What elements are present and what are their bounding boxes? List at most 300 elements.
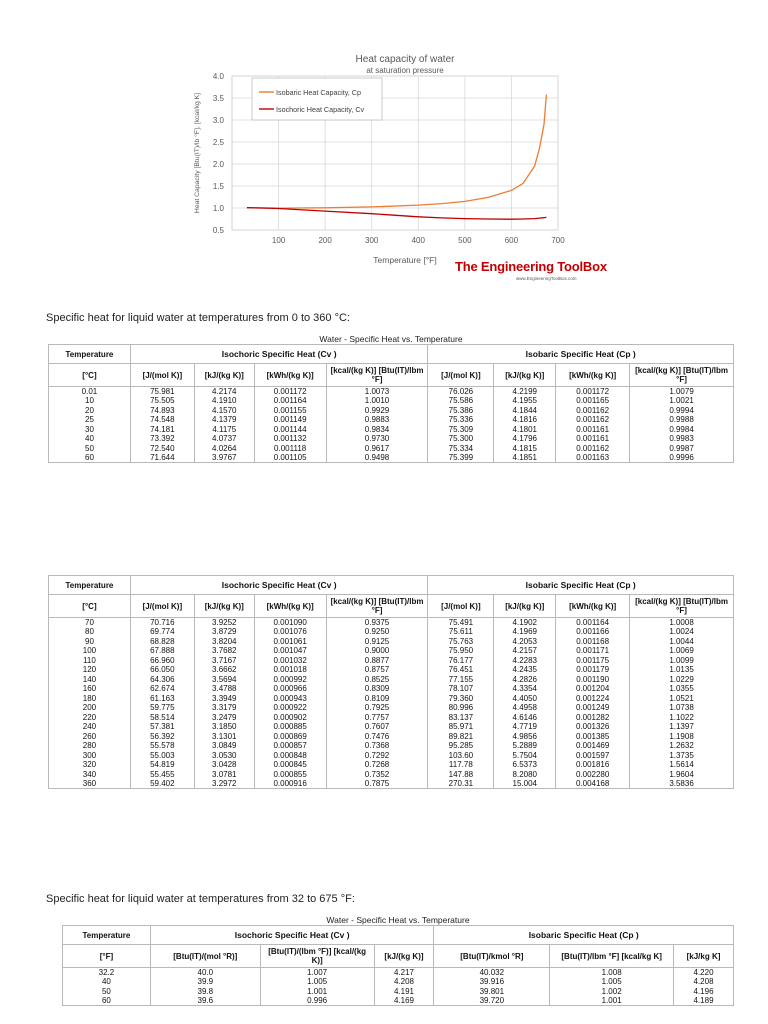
value-cell: 1.0024	[630, 627, 734, 637]
value-cell: 55.578	[130, 741, 194, 751]
value-cell: 0.001047	[254, 646, 326, 656]
value-cell: 3.5694	[194, 675, 254, 685]
temperature-cell: 360	[49, 779, 131, 789]
value-cell: 83.137	[428, 713, 494, 723]
value-cell: 54.819	[130, 760, 194, 770]
value-cell: 0.9125	[326, 637, 428, 647]
table1-specific-heat-celsius	[48, 344, 734, 463]
value-cell: 4.1175	[194, 425, 254, 435]
value-cell: 75.586	[428, 396, 494, 406]
value-cell: 0.001172	[254, 387, 326, 397]
value-cell: 1.0355	[630, 684, 734, 694]
x-tick-label: 400	[411, 236, 425, 245]
value-cell: 59.402	[130, 779, 194, 789]
x-tick-label: 500	[458, 236, 472, 245]
table-row	[49, 713, 734, 723]
table-row	[63, 977, 734, 987]
value-cell: 0.8109	[326, 694, 428, 704]
value-cell: 117.78	[428, 760, 494, 770]
value-cell: 0.9994	[630, 406, 734, 416]
value-cell: 85.971	[428, 722, 494, 732]
y-tick-label: 0.5	[212, 226, 224, 235]
table-row	[49, 627, 734, 637]
value-cell: 0.001163	[556, 453, 630, 463]
value-cell: 1.007	[260, 968, 374, 978]
value-cell: 4.0737	[194, 434, 254, 444]
y-tick-label: 2.5	[212, 138, 224, 147]
table1-header-isobaric-text: Isobaric Specific Heat (Cp )	[525, 349, 636, 359]
table-row	[49, 760, 734, 770]
x-tick-label: 600	[504, 236, 519, 245]
temperature-cell: 340	[49, 770, 131, 780]
value-cell: 4.1969	[494, 627, 556, 637]
unit-cell: [°C]	[49, 364, 131, 387]
value-cell: 0.9617	[326, 444, 428, 454]
value-cell: 75.611	[428, 627, 494, 637]
value-cell: 75.334	[428, 444, 494, 454]
value-cell: 95.285	[428, 741, 494, 751]
value-cell: 0.7476	[326, 732, 428, 742]
table-row	[49, 646, 734, 656]
value-cell: 0.001175	[556, 656, 630, 666]
brand-logo: The Engineering ToolBox	[455, 259, 607, 274]
value-cell: 62.674	[130, 684, 194, 694]
value-cell: 1.0010	[326, 396, 428, 406]
temperature-cell: 300	[49, 751, 131, 761]
temperature-cell: 10	[49, 396, 131, 406]
unit-cell: [J/(mol K)]	[130, 595, 194, 618]
value-cell: 0.8525	[326, 675, 428, 685]
value-cell: 4.1902	[494, 618, 556, 628]
value-cell: 4.0264	[194, 444, 254, 454]
table-row	[49, 415, 734, 425]
value-cell: 0.9984	[630, 425, 734, 435]
value-cell: 1.002	[550, 987, 674, 997]
chart-svg	[190, 44, 600, 284]
value-cell: 0.9988	[630, 415, 734, 425]
value-cell: 78.107	[428, 684, 494, 694]
value-cell: 0.7607	[326, 722, 428, 732]
value-cell: 3.4788	[194, 684, 254, 694]
value-cell: 0.001172	[556, 387, 630, 397]
value-cell: 74.548	[130, 415, 194, 425]
value-cell: 4.1815	[494, 444, 556, 454]
value-cell: 77.155	[428, 675, 494, 685]
value-cell: 0.7268	[326, 760, 428, 770]
value-cell: 3.9252	[194, 618, 254, 628]
value-cell: 4.1816	[494, 415, 556, 425]
value-cell: 103.60	[428, 751, 494, 761]
value-cell: 0.000885	[254, 722, 326, 732]
value-cell: 58.514	[130, 713, 194, 723]
value-cell: 1.9604	[630, 770, 734, 780]
value-cell: 4.1844	[494, 406, 556, 416]
value-cell: 8.2080	[494, 770, 556, 780]
value-cell: 3.9767	[194, 453, 254, 463]
value-cell: 5.7504	[494, 751, 556, 761]
value-cell: 0.001105	[254, 453, 326, 463]
value-cell: 75.491	[428, 618, 494, 628]
value-cell: 89.821	[428, 732, 494, 742]
value-cell: 0.004168	[556, 779, 630, 789]
unit-cell: [°F]	[63, 945, 151, 968]
value-cell: 0.000992	[254, 675, 326, 685]
table-row	[49, 396, 734, 406]
value-cell: 1.0069	[630, 646, 734, 656]
value-cell: 0.001161	[556, 434, 630, 444]
unit-cell: [kJ/(kg K)]	[494, 364, 556, 387]
temperature-cell: 220	[49, 713, 131, 723]
value-cell: 61.163	[130, 694, 194, 704]
value-cell: 69.774	[130, 627, 194, 637]
value-cell: 0.001155	[254, 406, 326, 416]
value-cell: 0.9375	[326, 618, 428, 628]
value-cell: 3.7167	[194, 656, 254, 666]
table2-specific-heat-celsius	[48, 575, 734, 789]
table-row	[49, 637, 734, 647]
value-cell: 4.2199	[494, 387, 556, 397]
temperature-cell: 90	[49, 637, 131, 647]
table3-caption: Water - Specific Heat vs. Temperature	[326, 915, 470, 925]
value-cell: 75.505	[130, 396, 194, 406]
value-cell: 3.6662	[194, 665, 254, 675]
unit-cell: [kcal/(kg K)] [Btu(IT)/lbm °F]	[326, 595, 428, 618]
value-cell: 0.9000	[326, 646, 428, 656]
value-cell: 0.000855	[254, 770, 326, 780]
table3-header-isobaric-text: Isobaric Specific Heat (Cp )	[528, 930, 639, 940]
value-cell: 75.950	[428, 646, 494, 656]
value-cell: 75.763	[428, 637, 494, 647]
value-cell: 1.001	[550, 996, 674, 1006]
value-cell: 75.981	[130, 387, 194, 397]
value-cell: 147.88	[428, 770, 494, 780]
value-cell: 4.1570	[194, 406, 254, 416]
value-cell: 0.001816	[556, 760, 630, 770]
value-cell: 0.9834	[326, 425, 428, 435]
table1-caption: Water - Specific Heat vs. Temperature	[319, 334, 463, 344]
unit-cell: [J/(mol K)]	[428, 364, 494, 387]
value-cell: 0.001597	[556, 751, 630, 761]
value-cell: 4.1796	[494, 434, 556, 444]
value-cell: 0.9730	[326, 434, 428, 444]
value-cell: 73.392	[130, 434, 194, 444]
value-cell: 70.716	[130, 618, 194, 628]
temperature-cell: 320	[49, 760, 131, 770]
value-cell: 0.9498	[326, 453, 428, 463]
value-cell: 0.9987	[630, 444, 734, 454]
value-cell: 4.2283	[494, 656, 556, 666]
value-cell: 0.001165	[556, 396, 630, 406]
value-cell: 4.189	[674, 996, 734, 1006]
value-cell: 0.001282	[556, 713, 630, 723]
table-row	[49, 741, 734, 751]
table3-header-isochoric	[150, 926, 434, 945]
value-cell: 15.004	[494, 779, 556, 789]
value-cell: 4.1910	[194, 396, 254, 406]
unit-cell: [J/(mol K)]	[130, 364, 194, 387]
value-cell: 6.5373	[494, 760, 556, 770]
value-cell: 0.7368	[326, 741, 428, 751]
value-cell: 0.001166	[556, 627, 630, 637]
value-cell: 1.5614	[630, 760, 734, 770]
value-cell: 1.1397	[630, 722, 734, 732]
value-cell: 4.217	[374, 968, 434, 978]
y-tick-label: 4.0	[212, 72, 224, 81]
value-cell: 1.0044	[630, 637, 734, 647]
x-axis-label: Temperature [°F]	[373, 255, 437, 265]
table-row	[49, 434, 734, 444]
value-cell: 39.916	[434, 977, 550, 987]
value-cell: 57.381	[130, 722, 194, 732]
temperature-cell: 40	[49, 434, 131, 444]
table-row	[49, 684, 734, 694]
value-cell: 3.1301	[194, 732, 254, 742]
unit-cell: [kcal/(kg K)] [Btu(IT)/lbm °F]	[630, 595, 734, 618]
value-cell: 0.000902	[254, 713, 326, 723]
value-cell: 1.0738	[630, 703, 734, 713]
value-cell: 3.7682	[194, 646, 254, 656]
value-cell: 0.8877	[326, 656, 428, 666]
value-cell: 74.893	[130, 406, 194, 416]
table2-units-row	[49, 595, 734, 618]
value-cell: 4.7719	[494, 722, 556, 732]
chart-title: Heat capacity of water	[355, 54, 455, 65]
value-cell: 4.1379	[194, 415, 254, 425]
value-cell: 0.7292	[326, 751, 428, 761]
value-cell: 4.2826	[494, 675, 556, 685]
value-cell: 4.1851	[494, 453, 556, 463]
value-cell: 0.001018	[254, 665, 326, 675]
temperature-cell: 32.2	[63, 968, 151, 978]
value-cell: 0.000845	[254, 760, 326, 770]
unit-cell: [°C]	[49, 595, 131, 618]
value-cell: 0.000922	[254, 703, 326, 713]
chart-subtitle: at saturation pressure	[366, 66, 444, 75]
value-cell: 1.0079	[630, 387, 734, 397]
value-cell: 0.001164	[254, 396, 326, 406]
table-row	[49, 618, 734, 628]
value-cell: 4.208	[674, 977, 734, 987]
table-row	[63, 987, 734, 997]
value-cell: 1.1022	[630, 713, 734, 723]
value-cell: 0.001162	[556, 415, 630, 425]
value-cell: 4.4050	[494, 694, 556, 704]
unit-cell: [kJ/(kg K)]	[194, 364, 254, 387]
temperature-cell: 240	[49, 722, 131, 732]
value-cell: 1.005	[260, 977, 374, 987]
temperature-cell: 60	[63, 996, 151, 1006]
temperature-cell: 60	[49, 453, 131, 463]
value-cell: 4.9856	[494, 732, 556, 742]
value-cell: 0.000943	[254, 694, 326, 704]
value-cell: 75.399	[428, 453, 494, 463]
value-cell: 67.888	[130, 646, 194, 656]
table-row	[49, 453, 734, 463]
unit-cell: [kcal/(kg K)] [Btu(IT)/lbm °F]	[630, 364, 734, 387]
value-cell: 0.001132	[254, 434, 326, 444]
value-cell: 76.177	[428, 656, 494, 666]
value-cell: 1.0229	[630, 675, 734, 685]
value-cell: 1.0021	[630, 396, 734, 406]
value-cell: 39.720	[434, 996, 550, 1006]
value-cell: 0.7875	[326, 779, 428, 789]
table3-specific-heat-fahrenheit	[62, 925, 734, 1006]
table-row	[49, 732, 734, 742]
unit-cell: [Btu(IT)/lbm °F] [kcal/kg K]	[550, 945, 674, 968]
value-cell: 3.0781	[194, 770, 254, 780]
table1-units-row	[49, 364, 734, 387]
value-cell: 3.1850	[194, 722, 254, 732]
value-cell: 0.001032	[254, 656, 326, 666]
table-row	[49, 406, 734, 416]
value-cell: 3.2479	[194, 713, 254, 723]
temperature-cell: 25	[49, 415, 131, 425]
value-cell: 0.001326	[556, 722, 630, 732]
table-row	[49, 444, 734, 454]
value-cell: 71.644	[130, 453, 194, 463]
table2-header-isobaric-text: Isobaric Specific Heat (Cp )	[525, 580, 636, 590]
x-tick-label: 100	[271, 236, 286, 245]
table-row	[49, 770, 734, 780]
value-cell: 75.336	[428, 415, 494, 425]
value-cell: 0.002280	[556, 770, 630, 780]
value-cell: 3.2972	[194, 779, 254, 789]
unit-cell: [kWh/(kg K)]	[254, 364, 326, 387]
value-cell: 3.3179	[194, 703, 254, 713]
value-cell: 3.8729	[194, 627, 254, 637]
value-cell: 1.0099	[630, 656, 734, 666]
value-cell: 0.001224	[556, 694, 630, 704]
value-cell: 39.6	[150, 996, 260, 1006]
table-row	[49, 751, 734, 761]
value-cell: 4.191	[374, 987, 434, 997]
value-cell: 0.9250	[326, 627, 428, 637]
value-cell: 0.9929	[326, 406, 428, 416]
value-cell: 59.775	[130, 703, 194, 713]
value-cell: 0.001061	[254, 637, 326, 647]
temperature-cell: 140	[49, 675, 131, 685]
unit-cell: [kWh/(kg K)]	[556, 595, 630, 618]
value-cell: 5.2889	[494, 741, 556, 751]
value-cell: 3.5836	[630, 779, 734, 789]
table1-header-isochoric-text: Isochoric Specific Heat (Cv )	[221, 349, 337, 359]
table-row	[49, 722, 734, 732]
value-cell: 68.828	[130, 637, 194, 647]
table3-header-isochoric-text: Isochoric Specific Heat (Cv )	[234, 930, 350, 940]
value-cell: 64.306	[130, 675, 194, 685]
value-cell: 3.3949	[194, 694, 254, 704]
value-cell: 0.001162	[556, 444, 630, 454]
table-row	[49, 425, 734, 435]
temperature-cell: 20	[49, 406, 131, 416]
value-cell: 0.001469	[556, 741, 630, 751]
value-cell: 0.001149	[254, 415, 326, 425]
value-cell: 0.001162	[556, 406, 630, 416]
temperature-cell: 100	[49, 646, 131, 656]
value-cell: 0.9996	[630, 453, 734, 463]
unit-cell: [Btu(IT)/(lbm °F)] [kcal/(kg K)]	[260, 945, 374, 968]
value-cell: 3.0849	[194, 741, 254, 751]
value-cell: 0.000857	[254, 741, 326, 751]
temperature-cell: 50	[63, 987, 151, 997]
value-cell: 4.1955	[494, 396, 556, 406]
value-cell: 4.2435	[494, 665, 556, 675]
value-cell: 1.001	[260, 987, 374, 997]
y-tick-label: 3.0	[212, 116, 224, 125]
value-cell: 55.003	[130, 751, 194, 761]
value-cell: 80.996	[428, 703, 494, 713]
value-cell: 1.008	[550, 968, 674, 978]
y-tick-label: 1.0	[212, 204, 224, 213]
value-cell: 39.8	[150, 987, 260, 997]
value-cell: 4.196	[674, 987, 734, 997]
value-cell: 0.9983	[630, 434, 734, 444]
value-cell: 0.996	[260, 996, 374, 1006]
temperature-cell: 280	[49, 741, 131, 751]
value-cell: 66.960	[130, 656, 194, 666]
temperature-cell: 70	[49, 618, 131, 628]
temperature-cell: 80	[49, 627, 131, 637]
value-cell: 1.0135	[630, 665, 734, 675]
unit-cell: [kJ/kg K]	[674, 945, 734, 968]
table2-header-isochoric	[130, 576, 428, 595]
value-cell: 72.540	[130, 444, 194, 454]
value-cell: 74.181	[130, 425, 194, 435]
value-cell: 1.2632	[630, 741, 734, 751]
table1-header-isobaric	[428, 345, 734, 364]
value-cell: 1.0008	[630, 618, 734, 628]
value-cell: 0.000848	[254, 751, 326, 761]
value-cell: 0.7925	[326, 703, 428, 713]
table-row	[49, 675, 734, 685]
value-cell: 0.001161	[556, 425, 630, 435]
value-cell: 0.000966	[254, 684, 326, 694]
value-cell: 40.0	[150, 968, 260, 978]
temperature-cell: 180	[49, 694, 131, 704]
table2-header-isochoric-text: Isochoric Specific Heat (Cv )	[221, 580, 337, 590]
value-cell: 1.3735	[630, 751, 734, 761]
unit-cell: [kWh/(kg K)]	[556, 364, 630, 387]
temperature-cell: 110	[49, 656, 131, 666]
heat-capacity-chart	[190, 44, 600, 284]
value-cell: 39.801	[434, 987, 550, 997]
x-tick-label: 300	[365, 236, 379, 245]
legend-label: Isobaric Heat Capacity, Cp	[276, 88, 361, 97]
value-cell: 0.000916	[254, 779, 326, 789]
value-cell: 0.7352	[326, 770, 428, 780]
unit-cell: [Btu(IT)/(mol °R)]	[150, 945, 260, 968]
temperature-cell: 30	[49, 425, 131, 435]
value-cell: 0.001144	[254, 425, 326, 435]
value-cell: 4.4958	[494, 703, 556, 713]
table-row	[63, 996, 734, 1006]
value-cell: 55.455	[130, 770, 194, 780]
brand-url: www.EngineeringToolBox.com	[516, 276, 577, 281]
value-cell: 0.000869	[254, 732, 326, 742]
value-cell: 4.2053	[494, 637, 556, 647]
value-cell: 1.005	[550, 977, 674, 987]
value-cell: 0.8757	[326, 665, 428, 675]
value-cell: 4.169	[374, 996, 434, 1006]
value-cell: 0.001249	[556, 703, 630, 713]
value-cell: 4.6146	[494, 713, 556, 723]
value-cell: 4.1801	[494, 425, 556, 435]
y-axis-label: Heat Capacity [Btu(IT)/lb °F], [kcal/kg K]	[194, 92, 201, 214]
value-cell: 76.026	[428, 387, 494, 397]
value-cell: 0.001118	[254, 444, 326, 454]
x-tick-label: 200	[318, 236, 332, 245]
value-cell: 4.208	[374, 977, 434, 987]
